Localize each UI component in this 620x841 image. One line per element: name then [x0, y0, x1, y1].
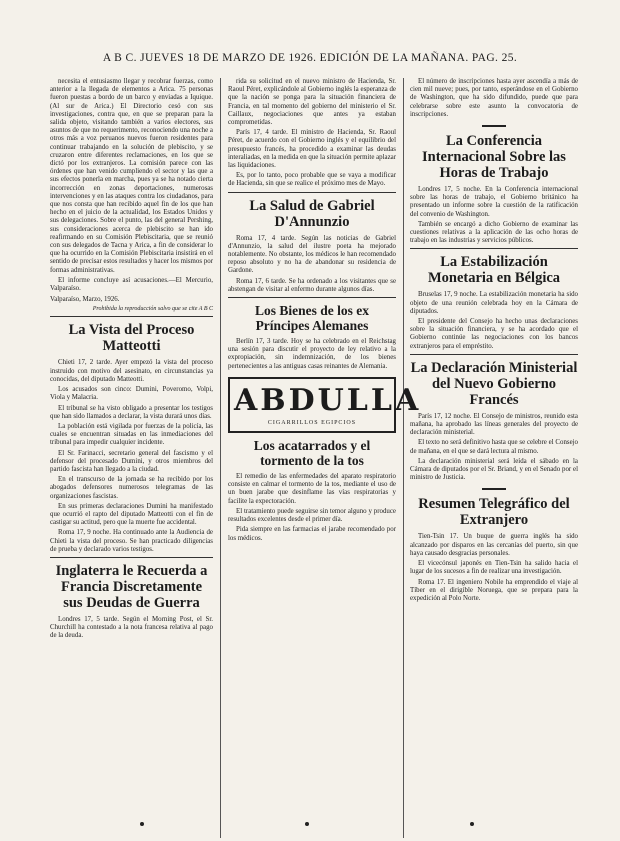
declaracion-p1: París 17, 12 noche. El Consejo de ministros, reunido esta mañana, ha aprobado las líneas generales del proyecto de declaración ministerial. — [410, 412, 578, 437]
conferencia-p1: Londres 17, 5 noche. En la Conferencia internacional sobre las horas de trabajo, el Gobierno británico ha presentado un informe sobre la cuestión de la ratificación del convenio de Washington. — [410, 186, 578, 218]
resumen-p2: El vicecónsul japonés en Tien-Tsin ha salido hacia el lugar de los sucesos a fin de realizar una investigación. — [410, 560, 578, 576]
col2-intro-p3: Es, por lo tanto, poco probable que se vaya a modificar de Hacienda, sin que se realice el próximo mes de Mayo. — [228, 172, 396, 188]
advertisement-abdulla — [228, 377, 422, 433]
divider — [482, 125, 506, 127]
matteotti-p4: La población está vigilada por fuerzas de la policía, las cuales se encuentran situadas en las inmediaciones del tribunal para impedir cualquier incidente. — [50, 422, 213, 447]
binding-dot — [305, 822, 309, 826]
divider — [482, 488, 506, 490]
matteotti-p8: Roma 17, 9 noche. Ha continuado ante la Audiencia de Chieti la vista del proceso. Se han practicado diligencias de prueba y declarado varios testigos. — [50, 529, 213, 553]
matteotti-p5: El Sr. Farinacci, secretario general del fascismo y el defensor del procesado Dumini, y otros miembros del partido fascista han llegado a la ciudad. — [50, 449, 213, 473]
col1-intro-p2: El informe concluye así acusaciones.—El Mercurio, Valparaíso. — [50, 276, 213, 293]
header-text: A B C. JUEVES 18 DE MARZO DE 1926. EDICIÓN DE LA MAÑANA. PAG. 25. — [102, 52, 518, 64]
ad-tagline: CIGARRILLOS EGIPCIOS — [267, 419, 357, 426]
binding-dot — [470, 822, 474, 826]
bienes-p1: Berlín 17, 3 tarde. Hoy se ha celebrado en el Reichstag una sesión para discutir el proyecto de ley relativo a la expropiación, sin indemnización, de los bienes pertenecientes a las antiguas casas reinantes de Alemania. — [228, 338, 396, 370]
dannunzio-p1: Roma 17, 4 tarde. Según las noticias de Gabriel d'Annunzio, la salud del ilustre poeta ha mejorado notablemente. No obstante, los médicos le han recomendado reposo absoluto y no ha de abandonar su residencia de Gardone. — [228, 234, 396, 275]
matteotti-p2: Los acusados son cinco: Dumini, Poveromo, Volpi, Viola y Malacria. — [50, 386, 213, 402]
belgica-p1: Bruselas 17, 9 noche. La estabilización monetaria ha sido objeto de una reunión celebrada hoy en la Cámara de diputados. — [410, 291, 578, 315]
headline-declaracion: La Declaración Ministerial del Nuevo Gobierno Francés — [410, 359, 578, 408]
headline-dannunzio: La Salud de Gabriel D'Annunzio — [249, 197, 375, 230]
binding-dot — [140, 822, 144, 826]
acatarrados-p2: El tratamiento puede seguirse sin temor alguno y produce resultados excelentes desde el primer día. — [228, 507, 396, 524]
col1-dateline: Valparaíso, Marzo, 1926. — [50, 296, 120, 304]
col1-intro-p1: necesita el entusiasmo llegar y recobrar fuerzas, como anterior a la llegada de elementos a Arica. 75 personas fueron puestas a bordo de un barco y enviadas a Iquique. (Al sur de Arica.) El Directorio cesó con sus investigaciones, contra que, en que se preparan para la salida objeto, visitando también a varios electores, sus asuntos de que no requerimento, reconociendo una noche a otros más a voz peruanos nuevos fueron residentes para continuar trabajando en la solución de plebiscito, y se cruzaron entre diferentes reclamaciones, en los que se dictó por los extranjeros. La comisión parece con las órdenes que han venido cumpliendo el sector y las que a sus efectos ponerla en marcha, pues ya se ha notado cierta incorrección en zonas deportaciones, numerosas intervenciones y en las ataques contra los ciudadanos, para que nos consta que han recibido aquel fin de los que han hecho en el juicio de la actualidad, los Estados Unidos y sus delegaciones. Sobre el punto, las del general Pershing, sus consideraciones acerca de plebiscito se han ido reafirmando en su Comisión Plebiscitaria, que se reunió con sus delegados de Tacna y Arica, a fin de considerar lo que ha ocurrido en la Comisión Plebiscitaria insistirá en el sentido de precisar estos resultados y hacer los mismos por formas administrativas. — [50, 78, 213, 274]
belgica-p2: El presidente del Consejo ha hecho unas declaraciones sobre la situación financiera, y se ha acordado que el Gobierno continúe las negociaciones con los bancos extranjeros para el empréstito. — [410, 318, 578, 350]
headline-resumen: Resumen Telegráfico del Extranjero — [418, 496, 570, 529]
acatarrados-p3: Pida siempre en las farmacias el jarabe recomendado por los médicos. — [228, 526, 396, 542]
matteotti-p6: En el transcurso de la jornada se ha recibido por los abogados defensores numerosos telegramas de las organizaciones fascistas. — [50, 476, 213, 500]
headline-conferencia: La Conferencia Internacional Sobre las Horas de Trabajo — [422, 133, 566, 182]
col2-intro-p2: París 17, 4 tarde. El ministro de Hacienda, Sr. Raoul Péret, de acuerdo con el Gobierno inglés y el equilibrio del presupuesto francés, ha procedido a examinar las deudas interaliadas, en la medida en que la situación permite aplazar las liquidaciones. — [228, 129, 396, 170]
headline-acatarrados: Los acatarrados y el tormento de la tos — [253, 438, 371, 469]
declaracion-p2: El texto no será definitivo hasta que se celebre el Consejo de mañana, en el que se dará lectura al mismo. — [410, 439, 578, 455]
headline-inglaterra: Inglaterra le Recuerda a Francia Discretamente sus Deudas de Guerra — [55, 562, 208, 611]
matteotti-p1: Chieti 17, 2 tarde. Ayer empezó la vista del proceso instruido con motivo del asesinato, en circunstancias ya conocidas, del diputado Matteotti. — [50, 359, 213, 383]
divider — [50, 557, 213, 558]
conferencia-p2: También se encargó a dicho Gobierno de examinar las cuestiones relativas a la aplicación de las ocho horas de trabajo en las industrias y servicios públicos. — [410, 220, 578, 245]
headline-matteotti: La Vista del Proceso Matteotti — [68, 322, 195, 355]
headline-bienes: Los Bienes de los ex Príncipes Alemanes — [254, 303, 369, 334]
col2-intro-p1: rida su solicitud en el nuevo ministro de Hacienda, Sr. Raoul Péret, explicándole al Gobierno inglés la esperanza de que la nación se ponga para la situación financiera de Francia, en tal momento del gobierno del ministerio el Sr. Caillaux, negociaciones que antes ya estaban comprometidas. — [228, 78, 396, 127]
page-header — [0, 52, 620, 68]
ad-brand: ABDULLA — [234, 382, 422, 418]
column-right — [410, 78, 578, 838]
column-middle — [228, 78, 422, 838]
resumen-p1: Tien-Tsin 17. Un buque de guerra inglés ha sido alcanzado por disparos en las cercanías del puerto, sin que haya causado desgracias personales. — [410, 533, 578, 557]
acatarrados-p1: El remedio de las enfermedades del aparato respiratorio consiste en calmar el tormento de la tos, mediante el uso de un buen jarabe que desinflame las vías respiratorias y facilite la expectoración. — [228, 473, 396, 505]
divider — [228, 192, 396, 193]
resumen-p3: Roma 17. El ingeniero Nobile ha emprendido el viaje al Tíber en el dirigible Noruega, que se prepara para la expedición al Polo Norte. — [410, 578, 578, 602]
matteotti-p3: El tribunal se ha visto obligado a presentar los testigos que han sido llamados a declarar, la vista durará unos días. — [50, 404, 213, 420]
inglaterra-p1: Londres 17, 5 tarde. Según el Morning Post, el Sr. Churchill ha contestado a la nota francesa relativa al pago de la deuda. — [50, 615, 213, 640]
divider — [410, 354, 578, 355]
matteotti-p7: En sus primeras declaraciones Dumini ha manifestado que ocurrió el rapto del diputado Matteotti con el fin de castigar su actitud, pero que la muerte fue accidental. — [50, 502, 213, 527]
newspaper-page — [0, 78, 620, 838]
column-left — [50, 78, 213, 838]
divider — [50, 316, 213, 317]
declaracion-p3: La declaración ministerial será leída el sábado en la Cámara de diputados por el Sr. Briand, y en el Senado por el ministro de Justicia. — [410, 457, 578, 482]
divider — [410, 248, 578, 249]
divider — [228, 297, 396, 298]
dannunzio-p2: Roma 17, 6 tarde. Se ha ordenado a los visitantes que se abstengan de visitar al enfermo durante algunos días. — [228, 277, 396, 293]
reproduction-note: Prohibida la reproducción salvo que se cite A B C — [92, 306, 213, 313]
headline-belgica: La Estabilización Monetaria en Bélgica — [427, 254, 561, 287]
col3-intro-p1: El número de inscripciones hasta ayer ascendía a más de cien mil nueve; pues, por tanto, esperándose en el Gobierno de Washington, que ha sido difundido, puede que para celebrarse sobre este asunto la convocatoria de inscripciones. — [410, 78, 578, 118]
